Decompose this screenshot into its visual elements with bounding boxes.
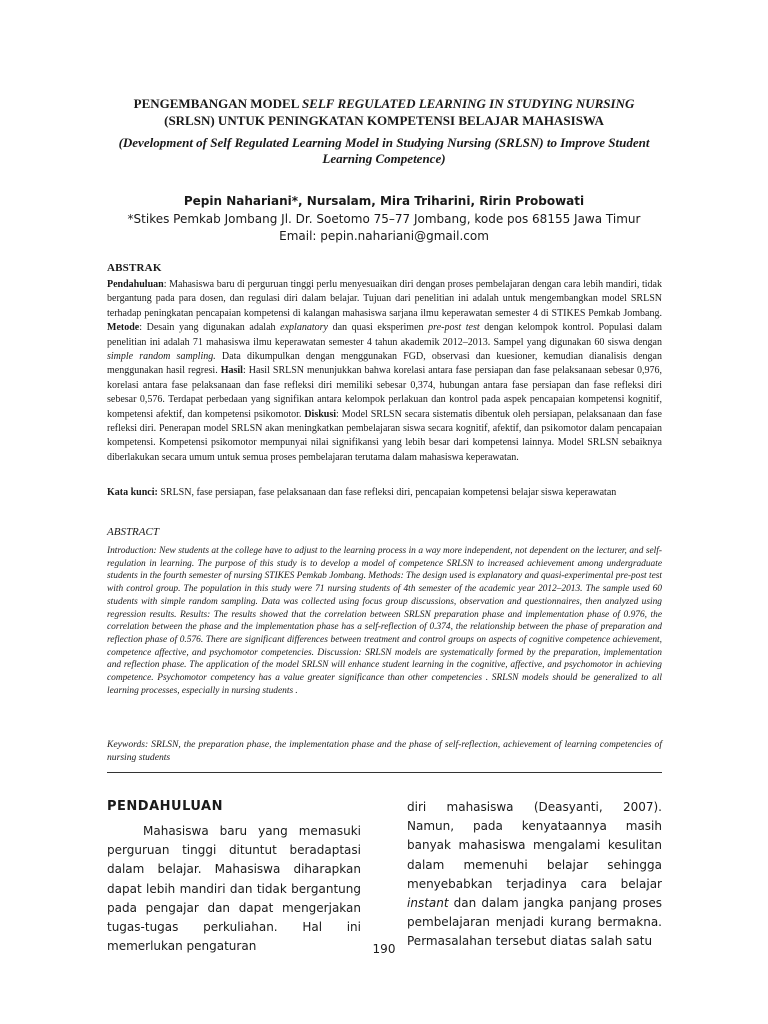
section-heading: PENDAHULUAN (107, 799, 223, 814)
abstrak-heading: ABSTRAK (107, 262, 162, 274)
title-line2: (SRLSN) UNTUK PENINGKATAN KOMPETENSI BELAJAR MAHASISWA (164, 113, 604, 128)
abstrak-metode-italic-b: pre-post test (428, 322, 480, 334)
abstrak-metode-italic-a: explanatory (280, 322, 328, 334)
author-list: Pepin Nahariani*, Nursalam, Mira Triharini, Ririn Probowati (183, 194, 585, 208)
body-column-left (107, 822, 361, 956)
kata-kunci (107, 486, 662, 500)
right-paragraph (407, 798, 662, 952)
abstrak-hasil-text: : Hasil SRLSN menunjukkan bahwa korelasi antara fase persiapan dan fase pelaksanaan sebesar 0,976, korelasi antara fase pelaksanaan dan fase refleksi diri memiliki sebesar 0,374, hubungan antara fase persiapan dan fase refleksi diri sebesar 0,576. Terdapat perbedaan yang signifikan antara kelompok perlakuan dan kontrol pada aspek pencapaian kompetensi kognitif, kompetensi afektif, dan kompetensi psikomotor. (107, 365, 662, 420)
email: Email: pepin.nahariani@gmail.com (279, 229, 489, 243)
abstrak-metode-label: Metode (107, 322, 140, 334)
abstrak-pendahuluan-text: : Mahasiswa baru di perguruan tinggi perlu menyesuaikan diri dengan proses pembelajaran dengan cara lebih mandiri, tidak bergantung pada para dosen, dan regulasi diri dalam belajar. Tujuan dari penelitian ini adalah untuk mengembangkan model SRLSN terhadap peningkatan pencapaian kompetensi di kalangan mahasiswa sarjana ilmu keperawatan semester 4 di STIKES Pemkab Jombang. (107, 279, 662, 319)
right-text-b: dan dalam jangka panjang proses pembelajaran menjadi kurang bermakna. Permasalahan tersebut diatas salah satu (407, 896, 662, 949)
right-italic: instant (407, 896, 449, 911)
abstrak-metode-text-a: : Desain yang digunakan adalah (139, 322, 281, 334)
article-title (100, 95, 668, 129)
abstrak-diskusi-text: : Model SRLSN secara sistematis dibentuk oleh persiapan, pelaksanaan dan fase refleksi diri. Penerapan model SRLSN akan meningkatkan pembelajaran siswa secara kognitif, afektif, dan psikomotor dalam pencapaian kompetensi. Kompetensi psikomotor mempunyai nilai signifikansi yang lebih besar dari kompetensi lainnya. Model SRLSN sebaiknya diberlakukan secara umum untuk semua proses pembelajaran terutama dalam mahasiswa keperawatan. (107, 408, 662, 463)
abstrak-pendahuluan-label: Pendahuluan (107, 279, 164, 290)
right-text-a: diri mahasiswa (Deasyanti, 2007). Namun, pada kenyataannya masih banyak mahasiswa mengalami kesulitan dalam memenuhi belajar sehingga menyebabkan terjadinya cara belajar (407, 800, 662, 891)
section-divider (107, 772, 662, 773)
body-column-right (407, 798, 662, 952)
abstrak-metode-text-c: dengan kelompok kontrol. Populasi dalam penelitian ini adalah 71 mahasiswa ilmu keperawatan semester 4 tahun akademik 2012–2013. Sampel yang digunakan 60 siswa dengan (107, 322, 663, 348)
left-paragraph: Mahasiswa baru yang memasuki perguruan tinggi dituntut beradaptasi dalam belajar. Mahasiswa diharapkan dapat lebih mandiri dan tidak bergantung pada pengajar dan dapat mengerjakan tugas-tugas perkuliahan. Hal ini memerlukan pengaturan (107, 824, 361, 954)
abstract-heading: ABSTRACT (107, 526, 159, 538)
keywords: Keywords: SRLSN, the preparation phase, the implementation phase and the phase of self-reflection, achievement of learning competencies of nursing students (107, 739, 662, 763)
title-line1-italic: SELF REGULATED LEARNING IN STUDYING NURSING (301, 96, 635, 111)
abstrak-metode-italic-c: simple random sampling. (107, 351, 216, 363)
kata-kunci-label: Kata kunci: (107, 487, 158, 498)
page-number: 190 (372, 942, 396, 956)
abstrak-diskusi-label: Diskusi (304, 408, 336, 420)
abstrak-body (107, 278, 662, 465)
kata-kunci-text: SRLSN, fase persiapan, fase pelaksanaan dan fase refleksi diri, pencapaian kompetensi belajar siswa keperawatan (157, 487, 617, 498)
abstrak-hasil-label: Hasil (220, 365, 243, 377)
abstrak-metode-text-d: Data dikumpulkan dengan menggunakan FGD, observasi dan kuesioner, kemudian dianalisis dengan menggunakan hasil regresi. (107, 351, 662, 377)
abstrak-metode-text-b: dan quasi eksperimen (327, 322, 429, 334)
title-line1-prefix: PENGEMBANGAN MODEL (133, 96, 302, 111)
english-title: (Development of Self Regulated Learning Model in Studying Nursing (SRLSN) to Improve Student Learning Competence) (118, 135, 650, 166)
affiliation: *Stikes Pemkab Jombang Jl. Dr. Soetomo 75–77 Jombang, kode pos 68155 Jawa Timur (127, 212, 641, 226)
abstract-body: Introduction: New students at the college have to adjust to the learning process in a way more independent, not dependent on the lecturer, and self-regulation in learning. The purpose of this study is to develop a model of competence SRLSN to increased achievement among undergraduate students in the fourth semester of nursing STIKES Pemkab Jombang. Methods: The design used is explanatory and quasi-experimental pre-post test with control group. The population in this study were 71 nursing students of 4th semester of the academic year 2012–2013. The sample used 60 students with simple random sampling. Data was collected using focus group discussions, observation and questionnaires, then analyzed using regression results. Results: The results showed that the correlation between SRLSN preparation phase and implementation phase of 0.976, the correlation between the phase and the implementation phase has a self-reflection of 0.374, the relationship between the phase of preparation and reflection phase of 0.576. There are significant differences between treatment and control groups on aspects of cognitive competence achievement, competence affective, and psychomotor competencies. Discussion: SRLSN models are systematically formed by the preparation, implementation and reflection phase. The application of the model SRLSN will enhance student learning in the cognitive, affective, and psychomotor in achieving competence. Psychomotor competency has a value greater significance than other competencies . SRLSN models should be generalized to all learning processes, especially in nursing students . (107, 546, 662, 696)
